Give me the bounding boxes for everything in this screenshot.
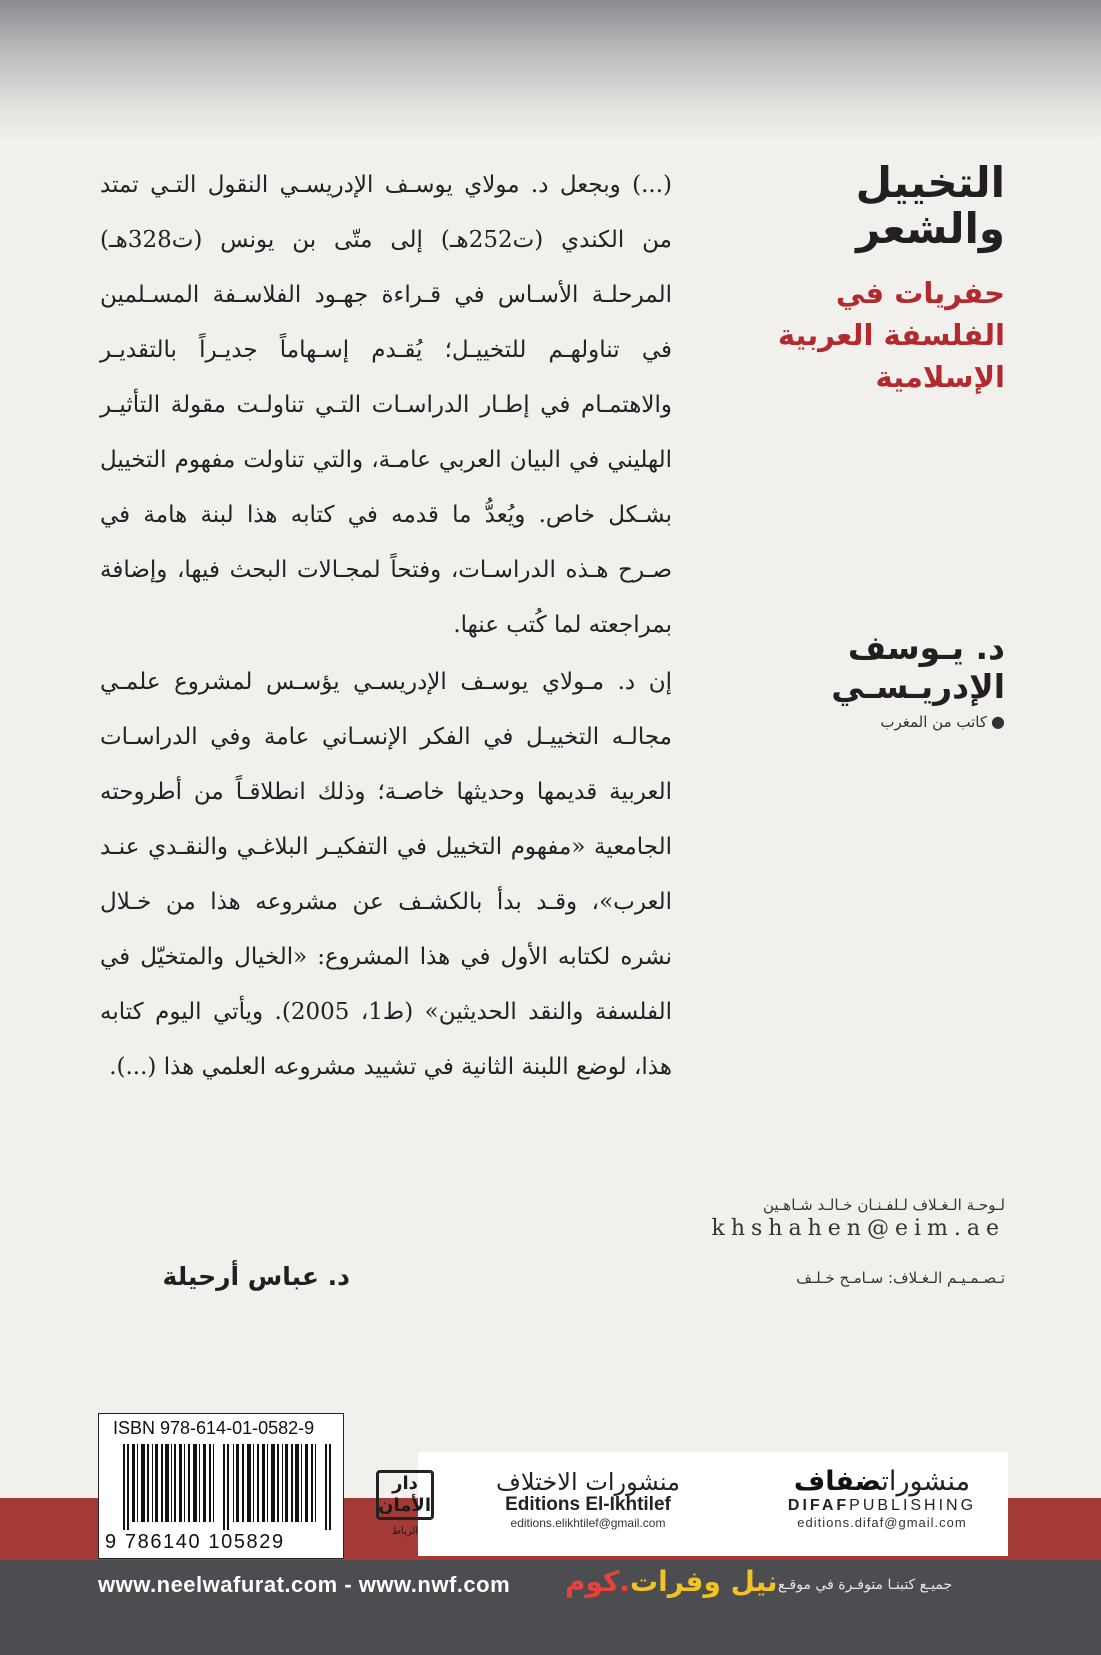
dar-al-aman-mark: دار الأمان	[376, 1470, 434, 1520]
difaf-name: ضفاف	[793, 1466, 882, 1497]
blurb-paragraph: إن د. مـولاي يوسـف الإدريسـي يؤسـس لمشروع علمـي مجالـه التخييـل في الفكر الإنسـاني عامة وفي الدراسـات العربية قديمها وحديثها خاصـة؛ وذلك انطلاقـاً من أطروحته الجامعية «مفهوم التخييل في التفكيـر البلاغـي والنقـدي عنـد العرب»، وقـد بدأ بالكشـف عن مشروعه هذا من خـلال نشره لكتابه الأول في هذا المشروع: «الخيال والمتخيّل في الفلسفة والنقد الحديثين» (ط1، 2005). ويأتي اليوم كتابه هذا، لوضع اللبنة الثانية في تشييد مشروعه العلمي هذا (...).	[100, 669, 673, 1080]
blurb-signature: د. عباس أرحيلة	[162, 1262, 350, 1291]
ean-digits: 9 786140 105829	[105, 1531, 285, 1553]
book-subtitle	[700, 272, 1005, 398]
cover-top-shading	[0, 0, 1101, 140]
author-block	[700, 628, 1005, 731]
subtitle-line: الفلسفة العربية	[777, 318, 1005, 353]
difaf-email: editions.difaf@gmail.com	[797, 1515, 967, 1530]
isbn-label: ISBN 978-614-01-0582-9	[113, 1418, 315, 1438]
ikhtilef-email: editions.elikhtilef@gmail.com	[510, 1516, 666, 1530]
author-name: د. يـوسف الإدريـسـي	[831, 628, 1005, 706]
ikhtilef-arabic-name: منشورات الاختلاف	[495, 1468, 681, 1496]
bullet-icon: ●	[991, 712, 1005, 731]
dar-al-aman-city: الرباط	[391, 1526, 419, 1537]
blurb-paragraph: (...) وبجعل د. مولاي يوسـف الإدريسـي النقول التـي تمتد من الكندي (ت252هـ) إلى متّى بن يونس (ت328هـ) المرحلـة الأسـاس في قـراءة جهـود الفلاسـفة المسـلمين في تناولهـم للتخييـل؛ يُقـدم إسـهاماً جديـراً بالتقديـر والاهتمـام في إطـار الدراسـات التـي تناولـت مقولة التأثيـر الهليني في البيان العربي عامـة، والتي تناولت مفهوم التخييل بشـكل خاص. ويُعدُّ ما قدمه في كتابه هذا لبنة هامة في صـرح هـذه الدراسـات، وفتحاً لمجـالات البحث فيها، وإضافة بمراجعته لما كُتب عنها.	[100, 172, 673, 638]
artist-email: khshahen@eim.ae	[711, 1216, 1005, 1241]
painting-credit: لـوحـة الـغـلاف لـلفـنـان خـالـد شـاهـين	[762, 1196, 1005, 1214]
dar-al-aman-logo	[370, 1470, 440, 1537]
book-title: التخييل والشعر	[855, 158, 1005, 254]
isbn-barcode	[98, 1413, 344, 1559]
availability-note: جميـع كتبنـا متوفـرة في موقـع	[778, 1577, 953, 1593]
difaf-logo	[770, 1466, 994, 1530]
barcode-icon	[123, 1444, 333, 1530]
difaf-arabic-name	[770, 1466, 994, 1497]
difaf-english-name	[770, 1497, 994, 1515]
author-origin	[700, 712, 1005, 731]
subtitle-line: حفريات في	[835, 276, 1005, 311]
difaf-en-rest: PUBLISHING	[849, 1497, 977, 1514]
back-cover-blurb	[100, 158, 672, 1095]
ikhtilef-english-name: Editions El-Ikhtilef	[505, 1494, 671, 1515]
author-origin-text: كاتب من المغرب	[880, 713, 988, 731]
title-block	[700, 160, 1005, 399]
website-urls: www.neelwafurat.com - www.nwf.com	[98, 1572, 511, 1597]
cover-credits	[700, 1196, 1005, 1287]
difaf-en-bold: DIFAF	[787, 1497, 850, 1514]
subtitle-line: الإسلامية	[875, 360, 1005, 395]
brand-suffix: .كوم	[565, 1565, 630, 1598]
design-credit: تـصـمـيـم الـغـلاف: سـامـح خـلـف	[796, 1269, 1005, 1287]
neelwafurat-brand	[565, 1565, 778, 1598]
ikhtilef-logo	[478, 1468, 698, 1530]
difaf-prefix: منشورات	[881, 1466, 971, 1497]
brand-main: نيل وفرات	[630, 1565, 778, 1598]
